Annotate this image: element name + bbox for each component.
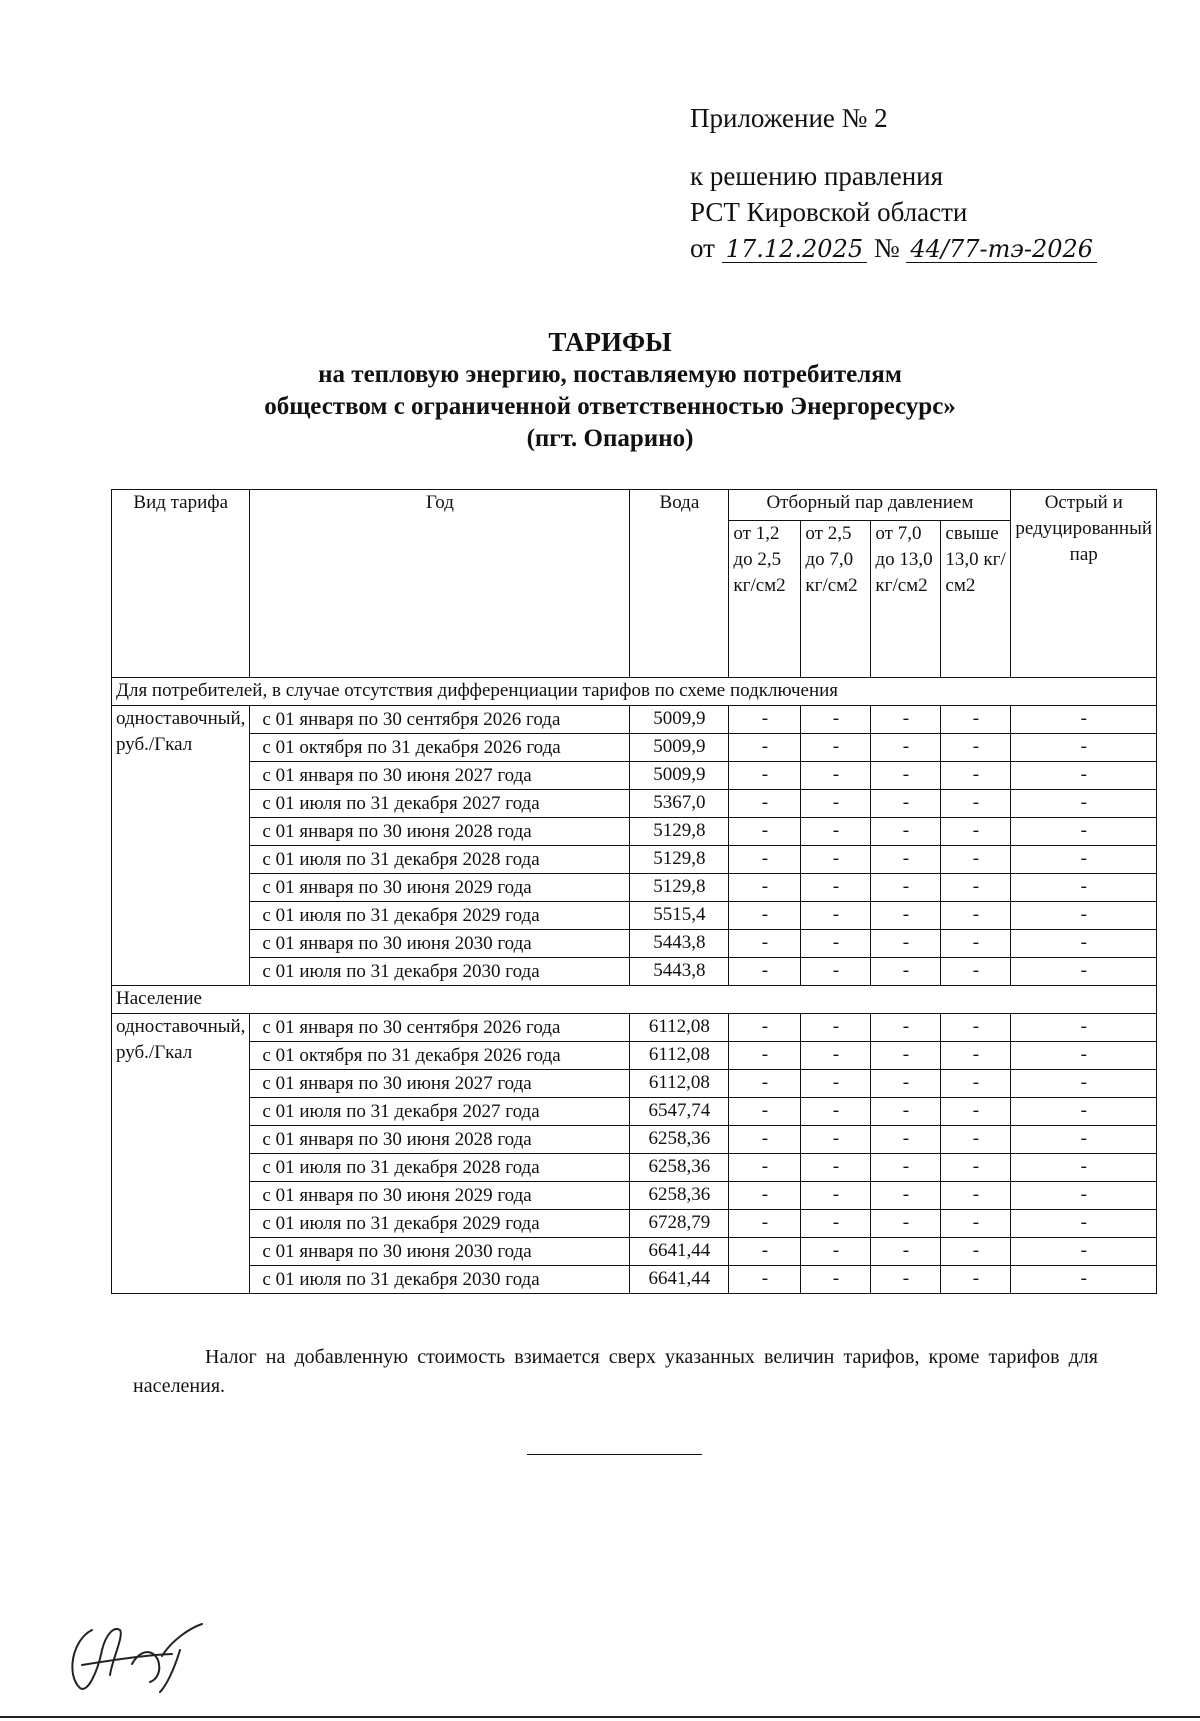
steam-ostr-cell: - (1011, 1098, 1157, 1126)
header-voda: Вода (630, 490, 729, 678)
water-tariff-cell: 5367,0 (630, 790, 729, 818)
table-row (112, 846, 1157, 874)
title-main: ТАРИФЫ (548, 327, 672, 357)
steam-p4-cell: - (941, 1266, 1011, 1294)
steam-p3-cell: - (871, 790, 941, 818)
tariff-type-cell: одноставочный, руб./Гкал (112, 1014, 250, 1294)
steam-ostr-cell: - (1011, 1042, 1157, 1070)
steam-p1-cell: - (729, 1238, 801, 1266)
title-line-2: обществом с ограниченной ответственностью Энергоресурс» (264, 393, 956, 420)
steam-p4-cell: - (941, 1126, 1011, 1154)
steam-p3-cell: - (871, 1014, 941, 1042)
section-title: Население (112, 986, 1157, 1014)
steam-p2-cell: - (801, 930, 871, 958)
table-row (112, 1266, 1157, 1294)
appendix-date-line (690, 230, 1097, 266)
period-cell: с 01 января по 30 сентября 2026 года (250, 1014, 630, 1042)
steam-p2-cell: - (801, 1238, 871, 1266)
period-cell: с 01 января по 30 июня 2030 года (250, 930, 630, 958)
period-cell: с 01 июля по 31 декабря 2027 года (250, 1098, 630, 1126)
period-cell: с 01 января по 30 июня 2029 года (250, 874, 630, 902)
steam-p1-cell: - (729, 734, 801, 762)
steam-p2-cell: - (801, 818, 871, 846)
steam-p2-cell: - (801, 958, 871, 986)
period-cell: с 01 июля по 31 декабря 2028 года (250, 1154, 630, 1182)
period-cell: с 01 июля по 31 декабря 2030 года (250, 1266, 630, 1294)
steam-p4-cell: - (941, 1182, 1011, 1210)
section-row (112, 678, 1157, 706)
steam-p3-cell: - (871, 734, 941, 762)
steam-p1-cell: - (729, 902, 801, 930)
steam-p3-cell: - (871, 846, 941, 874)
tariff-table (111, 489, 1157, 1294)
table-row (112, 818, 1157, 846)
steam-p1-cell: - (729, 846, 801, 874)
steam-ostr-cell: - (1011, 1126, 1157, 1154)
table-row (112, 762, 1157, 790)
steam-p1-cell: - (729, 1210, 801, 1238)
table-row (112, 1154, 1157, 1182)
water-tariff-cell: 5129,8 (630, 846, 729, 874)
water-tariff-cell: 6258,36 (630, 1126, 729, 1154)
table-row (112, 902, 1157, 930)
steam-ostr-cell: - (1011, 1266, 1157, 1294)
steam-p3-cell: - (871, 1182, 941, 1210)
table-row (112, 1098, 1157, 1126)
header-pressure-4: свыше 13,0 кг/см2 (941, 521, 1011, 678)
water-tariff-cell: 5515,4 (630, 902, 729, 930)
steam-p1-cell: - (729, 930, 801, 958)
steam-p1-cell: - (729, 1014, 801, 1042)
steam-p4-cell: - (941, 1070, 1011, 1098)
water-tariff-cell: 6728,79 (630, 1210, 729, 1238)
steam-p3-cell: - (871, 1042, 941, 1070)
water-tariff-cell: 6112,08 (630, 1014, 729, 1042)
steam-p1-cell: - (729, 958, 801, 986)
steam-p2-cell: - (801, 1182, 871, 1210)
water-tariff-cell: 6641,44 (630, 1266, 729, 1294)
steam-p2-cell: - (801, 846, 871, 874)
steam-p3-cell: - (871, 874, 941, 902)
steam-ostr-cell: - (1011, 1154, 1157, 1182)
section-title: Для потребителей, в случае отсутствия дифференциации тарифов по схеме подключения (112, 678, 1157, 706)
tariff-body (112, 678, 1157, 1294)
steam-p4-cell: - (941, 1210, 1011, 1238)
table-row (112, 930, 1157, 958)
steam-ostr-cell: - (1011, 1070, 1157, 1098)
table-row (112, 706, 1157, 734)
steam-ostr-cell: - (1011, 846, 1157, 874)
steam-p2-cell: - (801, 1126, 871, 1154)
steam-p3-cell: - (871, 1070, 941, 1098)
steam-p1-cell: - (729, 1126, 801, 1154)
steam-p1-cell: - (729, 1042, 801, 1070)
steam-p4-cell: - (941, 930, 1011, 958)
water-tariff-cell: 6641,44 (630, 1238, 729, 1266)
period-cell: с 01 июля по 31 декабря 2030 года (250, 958, 630, 986)
table-row (112, 1042, 1157, 1070)
water-tariff-cell: 5129,8 (630, 874, 729, 902)
period-cell: с 01 января по 30 сентября 2026 года (250, 706, 630, 734)
steam-ostr-cell: - (1011, 930, 1157, 958)
water-tariff-cell: 5009,9 (630, 734, 729, 762)
water-tariff-cell: 5129,8 (630, 818, 729, 846)
steam-ostr-cell: - (1011, 734, 1157, 762)
steam-p1-cell: - (729, 874, 801, 902)
steam-p4-cell: - (941, 846, 1011, 874)
steam-p1-cell: - (729, 1098, 801, 1126)
header-pressure-2: от 2,5 до 7,0 кг/см2 (801, 521, 871, 678)
appendix-block (690, 100, 1097, 266)
table-row (112, 790, 1157, 818)
steam-p3-cell: - (871, 1154, 941, 1182)
header-steam-group: Отборный пар давлением (729, 490, 1011, 521)
bottom-edge-line (0, 1716, 1200, 1718)
steam-p4-cell: - (941, 818, 1011, 846)
steam-p1-cell: - (729, 1182, 801, 1210)
document-title (100, 325, 1120, 455)
steam-p1-cell: - (729, 1266, 801, 1294)
number-prefix: № (873, 233, 900, 263)
steam-ostr-cell: - (1011, 1210, 1157, 1238)
table-row (112, 1210, 1157, 1238)
section-row (112, 986, 1157, 1014)
steam-p4-cell: - (941, 1154, 1011, 1182)
handwritten-number: 44/77-тэ-2026 (906, 236, 1097, 263)
steam-ostr-cell: - (1011, 1014, 1157, 1042)
steam-p4-cell: - (941, 902, 1011, 930)
table-row (112, 1238, 1157, 1266)
water-tariff-cell: 5443,8 (630, 958, 729, 986)
handwritten-date: 17.12.2025 (722, 236, 867, 263)
steam-p4-cell: - (941, 1042, 1011, 1070)
water-tariff-cell: 5009,9 (630, 762, 729, 790)
steam-ostr-cell: - (1011, 818, 1157, 846)
steam-p1-cell: - (729, 762, 801, 790)
steam-p2-cell: - (801, 1042, 871, 1070)
steam-ostr-cell: - (1011, 958, 1157, 986)
steam-p3-cell: - (871, 706, 941, 734)
table-row (112, 734, 1157, 762)
steam-p4-cell: - (941, 1014, 1011, 1042)
steam-p2-cell: - (801, 902, 871, 930)
period-cell: с 01 января по 30 июня 2028 года (250, 1126, 630, 1154)
appendix-line-2: РСТ Кировской области (690, 197, 968, 227)
steam-p1-cell: - (729, 790, 801, 818)
period-cell: с 01 января по 30 июня 2029 года (250, 1182, 630, 1210)
period-cell: с 01 июля по 31 декабря 2029 года (250, 902, 630, 930)
steam-p3-cell: - (871, 930, 941, 958)
steam-ostr-cell: - (1011, 874, 1157, 902)
steam-p2-cell: - (801, 1014, 871, 1042)
period-cell: с 01 июля по 31 декабря 2027 года (250, 790, 630, 818)
title-line-1: на тепловую энергию, поставляемую потребителям (318, 361, 902, 388)
steam-p4-cell: - (941, 958, 1011, 986)
vat-footnote: Налог на добавленную стоимость взимается сверх указанных величин тарифов, кроме тарифов для населения. (133, 1346, 1098, 1397)
steam-p4-cell: - (941, 706, 1011, 734)
table-row (112, 1126, 1157, 1154)
steam-p4-cell: - (941, 790, 1011, 818)
period-cell: с 01 октября по 31 декабря 2026 года (250, 734, 630, 762)
header-pressure-3: от 7,0 до 13,0 кг/см2 (871, 521, 941, 678)
steam-p4-cell: - (941, 1238, 1011, 1266)
water-tariff-cell: 5009,9 (630, 706, 729, 734)
period-cell: с 01 января по 30 июня 2027 года (250, 1070, 630, 1098)
steam-p1-cell: - (729, 706, 801, 734)
water-tariff-cell: 5443,8 (630, 930, 729, 958)
steam-p3-cell: - (871, 1098, 941, 1126)
steam-p3-cell: - (871, 958, 941, 986)
steam-p3-cell: - (871, 1266, 941, 1294)
date-prefix: от (690, 233, 715, 263)
period-cell: с 01 октября по 31 декабря 2026 года (250, 1042, 630, 1070)
steam-p2-cell: - (801, 734, 871, 762)
steam-p1-cell: - (729, 1154, 801, 1182)
steam-p2-cell: - (801, 706, 871, 734)
steam-ostr-cell: - (1011, 706, 1157, 734)
period-cell: с 01 июля по 31 декабря 2029 года (250, 1210, 630, 1238)
steam-ostr-cell: - (1011, 762, 1157, 790)
steam-p2-cell: - (801, 874, 871, 902)
steam-p2-cell: - (801, 1266, 871, 1294)
table-row (112, 1182, 1157, 1210)
table-row (112, 874, 1157, 902)
period-cell: с 01 января по 30 июня 2030 года (250, 1238, 630, 1266)
steam-p3-cell: - (871, 1210, 941, 1238)
steam-p3-cell: - (871, 1126, 941, 1154)
header-ostr: Острый и редуцированный пар (1011, 490, 1157, 678)
water-tariff-cell: 6547,74 (630, 1098, 729, 1126)
water-tariff-cell: 6112,08 (630, 1042, 729, 1070)
steam-p4-cell: - (941, 762, 1011, 790)
steam-p1-cell: - (729, 1070, 801, 1098)
steam-p3-cell: - (871, 762, 941, 790)
divider-line (527, 1454, 702, 1455)
period-cell: с 01 января по 30 июня 2027 года (250, 762, 630, 790)
header-vid: Вид тарифа (112, 490, 250, 678)
steam-p3-cell: - (871, 818, 941, 846)
steam-ostr-cell: - (1011, 1182, 1157, 1210)
steam-p3-cell: - (871, 1238, 941, 1266)
appendix-line-1: к решению правления (690, 161, 944, 191)
water-tariff-cell: 6112,08 (630, 1070, 729, 1098)
table-row (112, 958, 1157, 986)
steam-p4-cell: - (941, 734, 1011, 762)
table-row (112, 1014, 1157, 1042)
steam-p3-cell: - (871, 902, 941, 930)
steam-ostr-cell: - (1011, 790, 1157, 818)
signature-mark (62, 1620, 212, 1698)
steam-p2-cell: - (801, 790, 871, 818)
table-row (112, 1070, 1157, 1098)
header-god: Год (250, 490, 630, 678)
steam-ostr-cell: - (1011, 902, 1157, 930)
steam-p2-cell: - (801, 1070, 871, 1098)
steam-ostr-cell: - (1011, 1238, 1157, 1266)
water-tariff-cell: 6258,36 (630, 1182, 729, 1210)
steam-p2-cell: - (801, 762, 871, 790)
steam-p4-cell: - (941, 874, 1011, 902)
period-cell: с 01 января по 30 июня 2028 года (250, 818, 630, 846)
tariff-type-cell: одноставочный, руб./Гкал (112, 706, 250, 986)
period-cell: с 01 июля по 31 декабря 2028 года (250, 846, 630, 874)
appendix-title: Приложение № 2 (690, 103, 888, 133)
title-line-3: (пгт. Опарино) (526, 425, 694, 452)
steam-p2-cell: - (801, 1210, 871, 1238)
header-pressure-1: от 1,2 до 2,5 кг/см2 (729, 521, 801, 678)
steam-p2-cell: - (801, 1154, 871, 1182)
steam-p4-cell: - (941, 1098, 1011, 1126)
steam-p1-cell: - (729, 818, 801, 846)
steam-p2-cell: - (801, 1098, 871, 1126)
water-tariff-cell: 6258,36 (630, 1154, 729, 1182)
